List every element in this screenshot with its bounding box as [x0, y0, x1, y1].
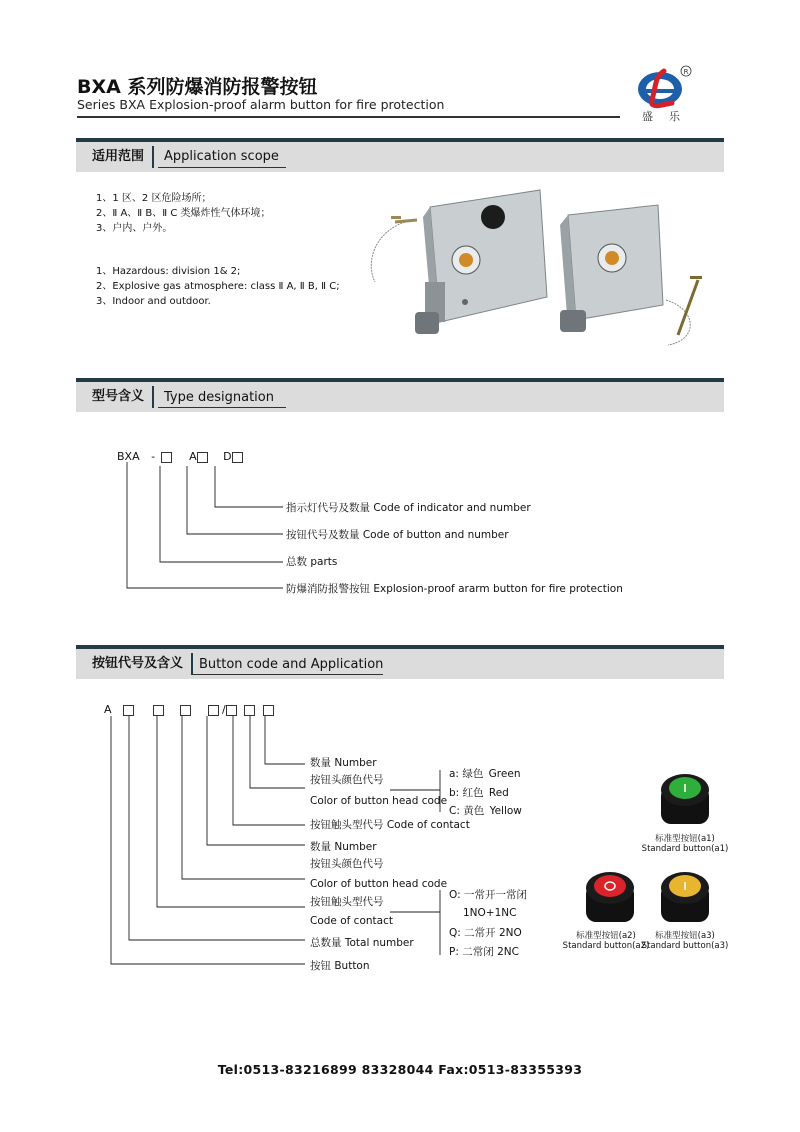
label-en: Explosion-proof ararm button for fire protection: [373, 583, 623, 595]
label-en: parts: [310, 556, 338, 568]
label-contact-top: [310, 817, 470, 832]
option-code: P:: [449, 946, 459, 958]
option-cn: 二常开: [464, 927, 496, 939]
caption-cn: 标准型按钮(a2): [576, 931, 636, 941]
green-button-photo: [655, 770, 715, 830]
code-a: A: [189, 450, 197, 463]
color-option-yellow: [449, 803, 522, 818]
code-a: A: [104, 703, 112, 716]
caption-cn: 标准型按钮(a1): [655, 834, 715, 844]
option-code: Q:: [449, 927, 461, 939]
contact-option-o-en: 1NO+1NC: [463, 907, 517, 919]
option-cn: 二常闭: [462, 946, 494, 958]
label-cn: 总数: [286, 556, 307, 568]
label-cn: 数量: [310, 841, 331, 853]
code-slash: /: [222, 703, 226, 716]
label-head-color-top-cn: 按钮头颜色代号: [310, 774, 384, 786]
caption-cn: 标准型按钮(a3): [655, 931, 715, 941]
section-title-en-scope: Application scope: [164, 149, 279, 164]
caption-en: Standard button(a2): [562, 941, 650, 951]
section-title-cn-type: 型号含义: [80, 386, 154, 408]
option-code: C:: [449, 805, 460, 817]
code-d: D: [223, 450, 232, 463]
product-caption-a1: [640, 832, 730, 854]
caption-en: Standard button(a3): [641, 941, 729, 951]
section-title-cn-scope: 适用范围: [80, 146, 154, 168]
footer-contact: Tel:0513-83216899 83328044 Fax:0513-83355393: [217, 1062, 583, 1077]
section-title-en-type: Type designation: [164, 390, 274, 405]
label-cn: 按钮: [310, 960, 331, 972]
label-head-color-mid-en: Color of button head code: [310, 878, 448, 890]
option-cn: 红色: [462, 787, 484, 799]
label-en: Total number: [344, 937, 414, 949]
scope-cn-item: 2、Ⅱ A、Ⅱ B、Ⅱ C 类爆炸性气体环境；: [96, 208, 271, 219]
red-button-photo: [580, 868, 640, 928]
scope-cn-item: 1、1 区、2 区危险场所；: [96, 193, 212, 204]
option-code: O:: [449, 889, 461, 901]
product-caption-a3: [640, 929, 730, 951]
label-cn: 总数量: [310, 937, 342, 949]
label-cn: 防爆消防报警按钮: [286, 583, 370, 595]
option-en: Yellow: [489, 805, 522, 817]
option-cn: 一常开一常闭: [463, 889, 527, 901]
label-en: Number: [334, 757, 377, 769]
label-en: Number: [334, 841, 377, 853]
option-cn: 黄色: [463, 805, 485, 817]
registered-mark: R: [683, 68, 689, 76]
scope-en-item: 3、Indoor and outdoor.: [96, 296, 211, 307]
yellow-button-photo: [655, 868, 715, 928]
label-cn: 按钮触头型代号: [310, 819, 384, 831]
page-title: BXA 系列防爆消防报警按钮: [77, 76, 318, 98]
page-subtitle: Series BXA Explosion-proof alarm button for fire protection: [77, 97, 445, 112]
contact-option-q: [449, 925, 522, 940]
option-en: Red: [488, 787, 509, 799]
option-en: 2NC: [497, 946, 519, 958]
caption-en: Standard button(a1): [641, 844, 729, 854]
logo-name: 盛乐: [642, 110, 696, 123]
label-cn: 指示灯代号及数量: [286, 502, 370, 514]
option-cn: 绿色: [462, 768, 484, 780]
label-en: Code of contact: [386, 819, 470, 831]
label-head-color-mid-cn: 按钮头颜色代号: [310, 858, 384, 870]
color-option-red: [449, 785, 509, 800]
contact-option-p: [449, 944, 519, 959]
label-number-top: [310, 755, 377, 770]
label-contact-mid-en: Code of contact: [310, 915, 393, 927]
color-option-green: [449, 766, 520, 781]
option-code: a:: [449, 768, 459, 780]
scope-cn-item: 3、户内、户外。: [96, 223, 173, 234]
scope-en-item: 1、Hazardous: division 1& 2;: [96, 266, 241, 277]
label-en: Code of indicator and number: [373, 502, 531, 514]
label-total-number: [310, 935, 414, 950]
label-button: [310, 958, 370, 973]
section-title-en-button: Button code and Application: [199, 657, 384, 672]
option-code: b:: [449, 787, 460, 799]
scope-en-item: 2、Explosive gas atmosphere: class Ⅱ A, Ⅱ B, Ⅱ C;: [96, 281, 340, 292]
code-dash: -: [151, 450, 156, 463]
label-en: Button: [334, 960, 370, 972]
option-en: Green: [488, 768, 521, 780]
label-en: Code of button and number: [362, 529, 509, 541]
label-head-color-top-en: Color of button head code: [310, 795, 448, 807]
label-number-mid: [310, 839, 377, 854]
label-cn: 数量: [310, 757, 331, 769]
option-en: 2NO: [499, 927, 522, 939]
label-cn: 按钮代号及数量: [286, 529, 360, 541]
section-title-cn-button: 按钮代号及含义: [80, 653, 193, 675]
label-contact-mid-cn: 按钮触头型代号: [310, 896, 384, 908]
product-caption-a2: [561, 929, 651, 951]
contact-option-o: [449, 887, 527, 902]
code-bxa: BXA: [117, 450, 140, 463]
